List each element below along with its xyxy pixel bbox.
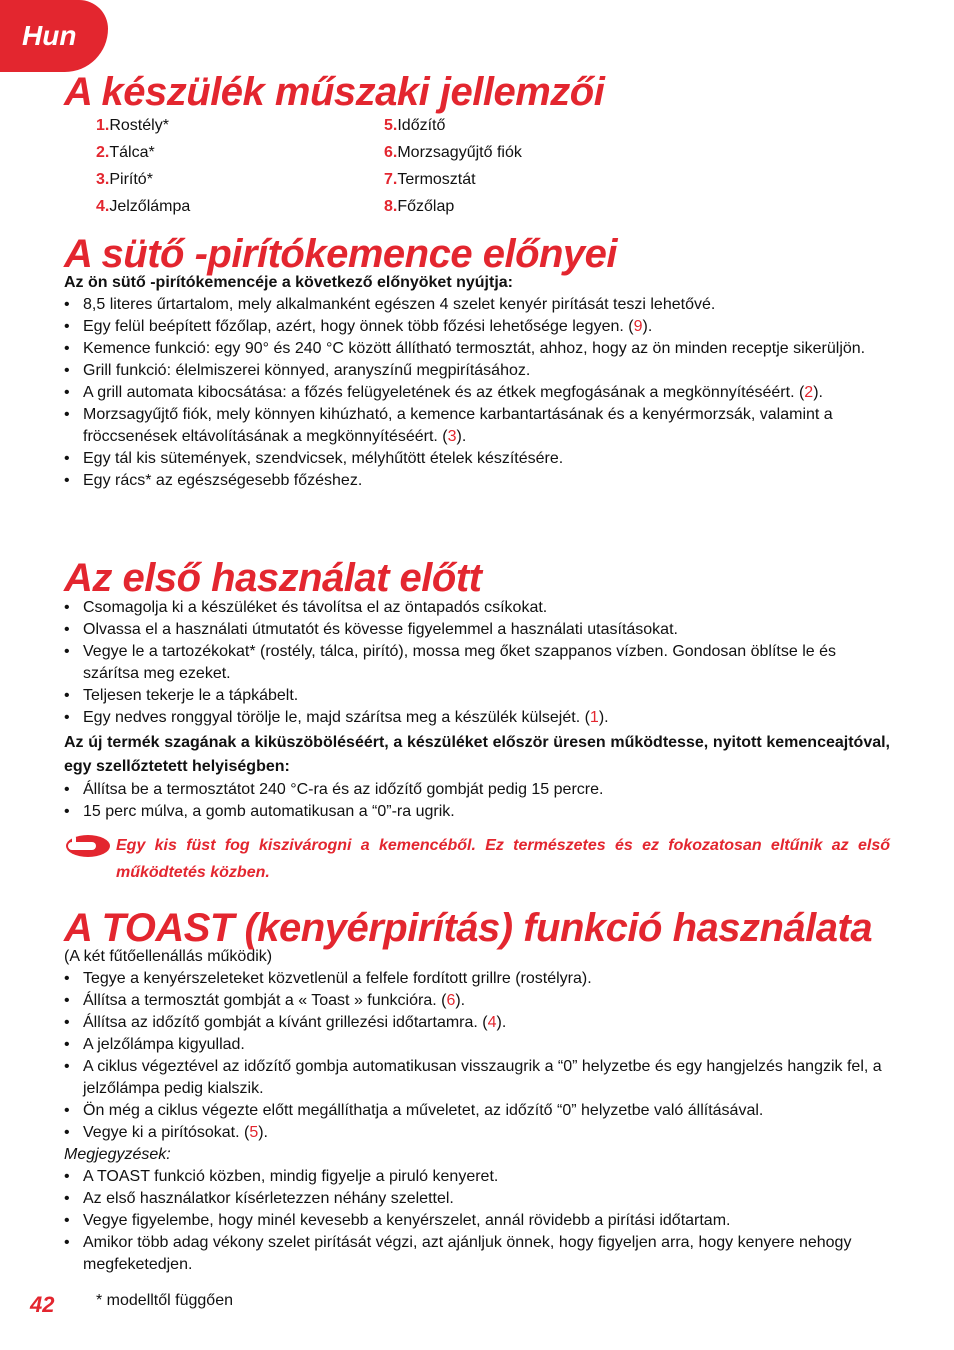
list-item: • Egy rács* az egészségesebb főzéshez.: [64, 470, 890, 492]
list-item: • Olvassa el a használati útmutatót és kövesse figyelemmel a használati utasításokat.: [64, 619, 890, 641]
warning-note-text: Egy kis füst fog kiszivárogni a kemencéből. Ez természetes és ez fokozatosan eltűnik az első működtetés közben.: [116, 837, 890, 881]
list-item: • Állítsa az időzítő gombját a kívánt grillezési időtartamra. (4).: [64, 1012, 890, 1034]
notes-list: [64, 1166, 890, 1276]
first-use-block: [64, 597, 890, 823]
part-item: 3.Pirító*: [96, 171, 153, 188]
part-item: 4.Jelzőlámpa: [96, 198, 191, 215]
toast-block: [64, 946, 890, 1276]
list-item: • Amikor több adag vékony szelet pirítását végzi, azt ajánljuk önnek, hogy figyeljen arra, hogy kenyere nehogy megfeketedjen.: [64, 1232, 890, 1276]
list-item: • Ön még a ciklus végezte előtt megállíthatja a műveletet, az időzítő “0” helyzetbe való állításával.: [64, 1100, 890, 1122]
list-item: • A TOAST funkció közben, mindig figyelje a piruló kenyeret.: [64, 1166, 890, 1188]
list-item: • Csomagolja ki a készüléket és távolítsa el az öntapadós csíkokat.: [64, 597, 890, 619]
list-item: • Egy felül beépített főzőlap, azért, hogy önnek több főzési lehetősége legyen. (9).: [64, 316, 890, 338]
odor-instruction: Az új termék szagának a kiküszöböléséért, a készüléket először üresen működtesse, nyitott kemenceajtóval, egy szellőztetett helyiségben:: [64, 734, 890, 775]
list-item: • Grill funkció: élelmiszerei könnyed, aranyszínű megpirításához.: [64, 360, 890, 382]
list-item: • Állítsa be a termosztátot 240 °C-ra és az időzítő gombját pedig 15 percre.: [64, 779, 890, 801]
hand-warning-icon: [64, 832, 112, 860]
footnote: * modelltől függően: [96, 1292, 233, 1309]
list-item: • Vegye figyelembe, hogy minél kevesebb a kenyérszelet, annál rövidebb a pirítási időtartam.: [64, 1210, 890, 1232]
list-item: • Kemence funkció: egy 90° és 240 °C között állítható termosztát, ahhoz, hogy az ön minden receptje sikerüljön.: [64, 338, 890, 360]
section-title-toast: A TOAST (kenyérpirítás) funkció használata: [64, 906, 873, 950]
odor-steps-list: [64, 779, 890, 823]
part-item: 1.Rostély*: [96, 117, 169, 134]
toast-list: [64, 968, 890, 1144]
part-item: 7.Termosztát: [384, 171, 476, 188]
language-tab: [0, 0, 108, 72]
list-item: • Vegye ki a pirítósokat. (5).: [64, 1122, 890, 1144]
list-item: • Tegye a kenyérszeleteket közvetlenül a felfele fordított grillre (rostélyra).: [64, 968, 890, 990]
advantages-list: [64, 294, 890, 492]
section-title-first-use: Az első használat előtt: [64, 556, 482, 600]
list-item: • Egy nedves ronggyal törölje le, majd szárítsa meg a készülék külsejét. (1).: [64, 707, 890, 729]
list-item: • Az első használatkor kísérletezzen néhány szelettel.: [64, 1188, 890, 1210]
list-item: • Vegye le a tartozékokat* (rostély, tálca, pirító), mossa meg őket szappanos vízben. Gondosan öblítse le és szárítsa meg ezeket.: [64, 641, 890, 685]
section-title-specs: A készülék műszaki jellemzői: [64, 70, 605, 114]
list-item: • 15 perc múlva, a gomb automatikusan a “0”-ra ugrik.: [64, 801, 890, 823]
notes-label: Megjegyzések:: [64, 1146, 171, 1163]
part-item: 5.Időzítő: [384, 117, 446, 134]
list-item: • Egy tál kis sütemények, szendvicsek, mélyhűtött ételek készítésére.: [64, 448, 890, 470]
list-item: • Teljesen tekerje le a tápkábelt.: [64, 685, 890, 707]
section-title-advantages: A sütő -pirítókemence előnyei: [64, 232, 618, 276]
advantages-intro: Az ön sütő -pirítókemencéje a következő előnyöket nyújtja:: [64, 274, 513, 291]
part-item: 2.Tálca*: [96, 144, 155, 161]
parts-list-right: [384, 112, 522, 220]
page-number: 42: [30, 1292, 55, 1317]
advantages-block: [64, 272, 890, 492]
list-item: • A ciklus végeztével az időzítő gombja automatikusan visszaugrik a “0” helyzetbe és egy hangjelzés hangzik fel, a jelzőlámpa pedig kialszik.: [64, 1056, 890, 1100]
list-item: • Morzsagyűjtő fiók, mely könnyen kihúzható, a kemence karbantartásának és a kenyérmorzsák, valamint a fröccsenések eltávolításának a megkönnyítéséért. (3).: [64, 404, 890, 448]
warning-note: [64, 832, 890, 886]
first-use-list: [64, 597, 890, 729]
part-item: 8.Főzőlap: [384, 198, 455, 215]
list-item: • A jelzőlámpa kigyullad.: [64, 1034, 890, 1056]
part-item: 6.Morzsagyűjtő fiók: [384, 144, 522, 161]
parts-list-left: [96, 112, 190, 220]
toast-subtitle: (A két fűtőellenállás működik): [64, 948, 273, 965]
list-item: • 8,5 literes űrtartalom, mely alkalmanként egészen 4 szelet kenyér pirítását teszi lehetővé.: [64, 294, 890, 316]
list-item: • Állítsa a termosztát gombját a « Toast » funkcióra. (6).: [64, 990, 890, 1012]
language-label: Hun: [22, 20, 77, 51]
list-item: • A grill automata kibocsátása: a főzés felügyeletének és az étkek megfogásának a megkönnyítéséért. (2).: [64, 382, 890, 404]
